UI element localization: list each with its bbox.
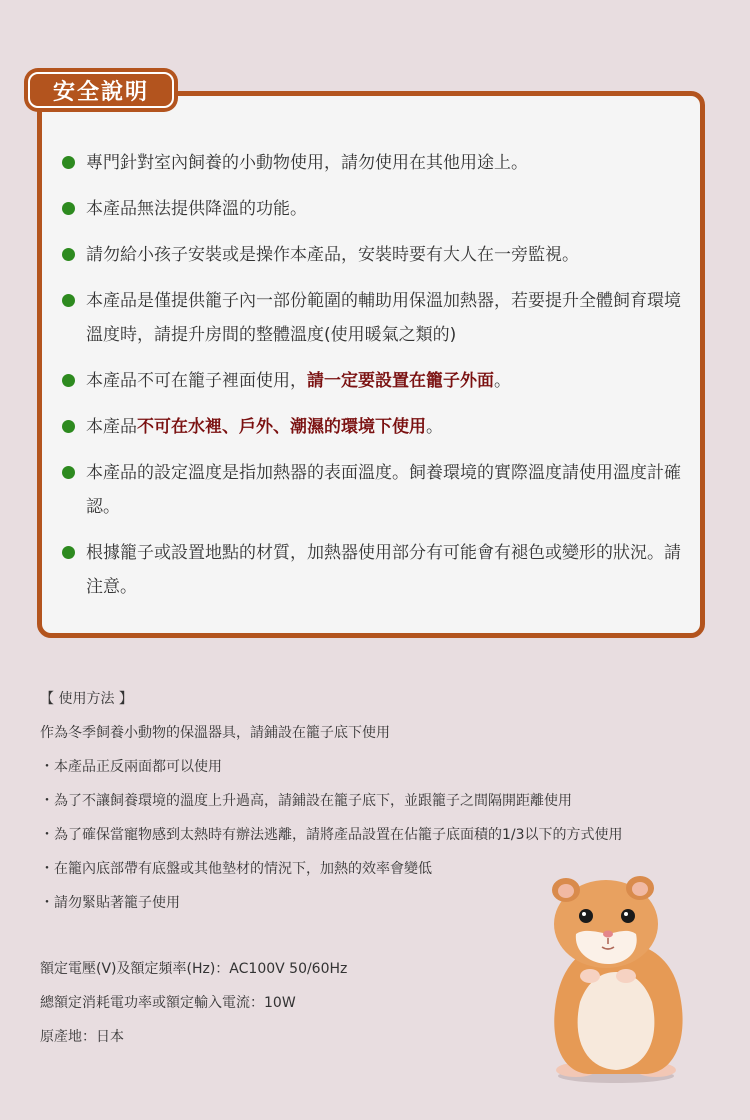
safety-item [62,456,682,524]
safety-item-text: 本產品 [86,417,137,437]
bullet-icon [62,546,75,559]
safety-item-text: 本產品不可在籠子裡面使用， [86,371,307,391]
safety-item-text: 。 [426,417,443,437]
bullet-icon [62,294,75,307]
hamster-nose [603,931,613,938]
safety-item-text: 本產品是僅提供籠子內一部份範圍的輔助用保溫加熱器，若要提升全體飼育環境溫度時，請提升房間的整體溫度(使用暖氣之類的) [86,291,681,345]
bullet-icon [62,202,75,215]
spec-origin: 原產地：日本 [40,1029,124,1045]
safety-item [62,238,682,272]
hamster-eye [579,909,593,923]
safety-item-text: 本產品無法提供降溫的功能。 [86,199,307,219]
hamster-paw [580,969,600,983]
safety-item [62,364,682,398]
hamster-eye [621,909,635,923]
bullet-icon [62,420,75,433]
safety-title-badge [24,68,178,112]
usage-intro: 作為冬季飼養小動物的保溫器具，請鋪設在籠子底下使用 [40,725,390,741]
safety-item [62,410,682,444]
safety-title: 安全說明 [28,72,174,108]
safety-item-text: 。 [494,371,511,391]
safety-item-text: 請勿給小孩子安裝或是操作本產品，安裝時要有大人在一旁監視。 [86,245,579,265]
usage-item: ・本產品正反兩面都可以使用 [40,759,222,775]
safety-item [62,146,682,180]
bullet-icon [62,248,75,261]
usage-item: ・為了確保當寵物感到太熱時有辦法逃離，請將產品設置在佔籠子底面積的1/3以下的方式使用 [40,827,623,843]
usage-item: ・為了不讓飼養環境的溫度上升過高，請鋪設在籠子底下，並跟籠子之間隔開距離使用 [40,793,572,809]
spec-rating: 額定電壓(V)及額定頻率(Hz)：AC100V 50/60Hz [40,961,348,977]
hamster-eye-highlight [582,912,586,916]
hamster-ear-inner [632,882,648,896]
hamster-ear-inner [558,884,574,898]
hamster-eye-highlight [624,912,628,916]
bullet-icon [62,156,75,169]
safety-item-text: 本產品的設定溫度是指加熱器的表面溫度。飼養環境的實際溫度請使用溫度計確認。 [86,463,681,517]
specs-section [40,960,460,1062]
spec-power: 總額定消耗電功率或額定輸入電流：10W [40,995,296,1011]
hamster-belly [578,972,655,1070]
safety-item [62,192,682,226]
hamster-image [528,872,698,1087]
safety-notice-box [37,91,705,638]
bullet-icon [62,466,75,479]
safety-item-text: 專門針對室內飼養的小動物使用，請勿使用在其他用途上。 [86,153,528,173]
usage-item: ・在籠內底部帶有底盤或其他墊材的情況下，加熱的效率會變低 [40,861,432,877]
safety-emphasis: 請一定要設置在籠子外面 [307,371,494,391]
bullet-icon [62,374,75,387]
usage-item: ・請勿緊貼著籠子使用 [40,895,180,911]
safety-item [62,536,682,604]
safety-emphasis: 不可在水裡、戶外、潮濕的環境下使用 [137,417,426,437]
hamster-paw [616,969,636,983]
safety-item [62,284,682,352]
safety-list [62,146,682,616]
usage-heading: 【 使用方法 】 [40,691,133,707]
safety-item-text: 根據籠子或設置地點的材質，加熱器使用部分有可能會有褪色或變形的狀況。請注意。 [86,543,681,597]
